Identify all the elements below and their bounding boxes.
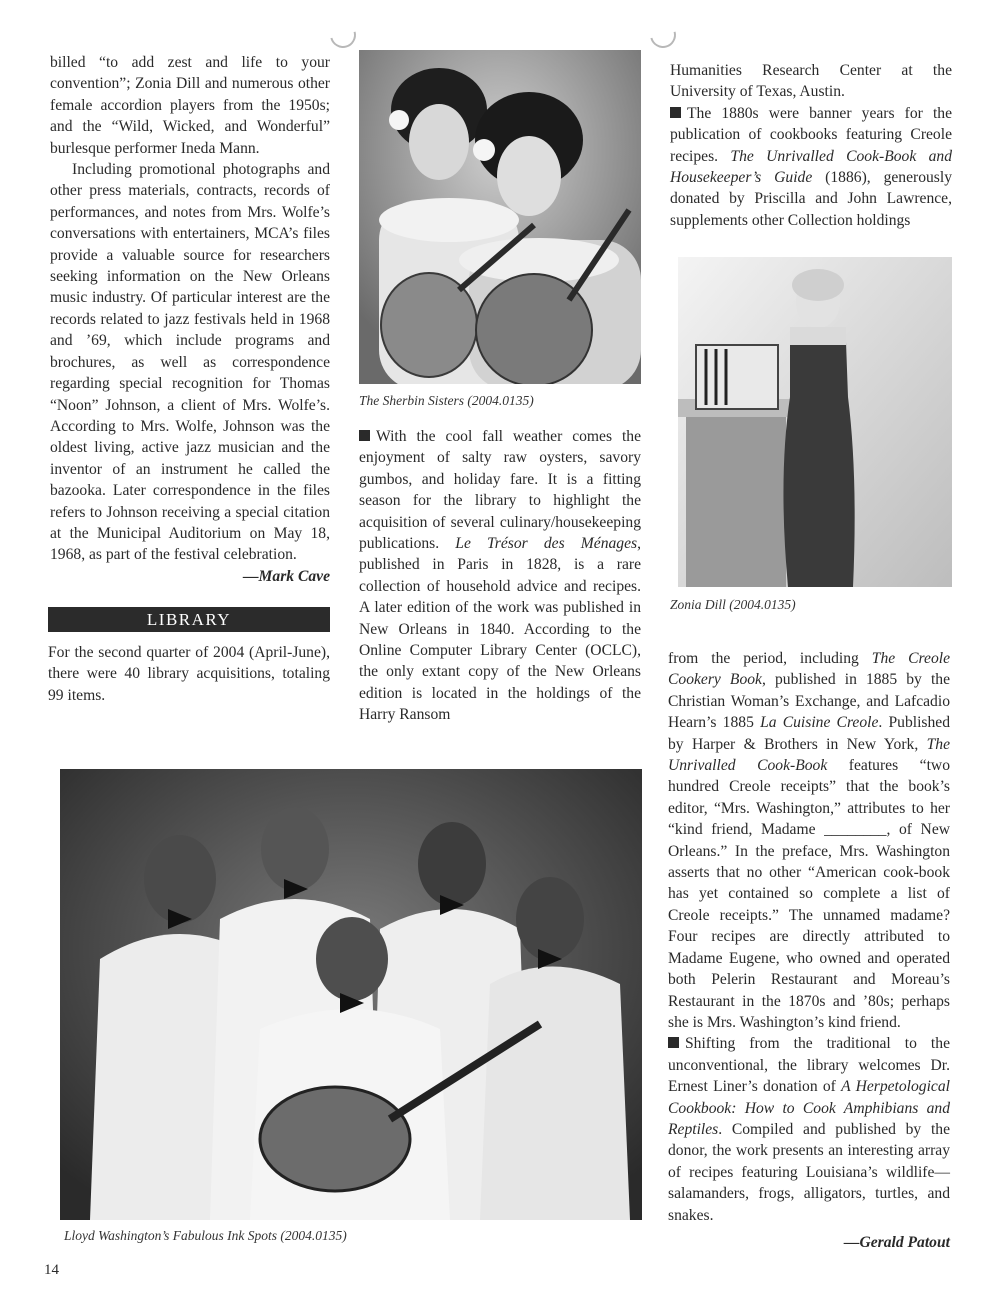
- col3-paragraph-1: Humanities Research Center at the University of Texas, Austin.: [670, 62, 952, 101]
- binder-ring-right: [645, 17, 681, 53]
- photo-sherbin-sisters: [359, 50, 641, 384]
- bullet-square-icon: [668, 1037, 679, 1048]
- col2-paragraph-1: With the cool fall weather comes the enjoyment of salty raw oysters, savory gumbos, and holiday fare. It is a fitting season for the library to highlight the acquisition of several culinary/housekeeping publications. Le Trésor des Ménages, published in Paris in 1828, is a rare collection of household advice and recipes. A later edition of the work was published in New Orleans in 1840. According to the Online Computer Library Center (OCLC), the only extant copy of the New Orleans edition is located in the holdings of the Harry Ransom: [359, 428, 641, 724]
- sherbin-sisters-image: [359, 50, 641, 384]
- col1-paragraph-2: Including promotional photographs and other press materials, contracts, records of performances, and notes from Mrs. Wolfe’s conversations with entertainers, MCA’s files provide a valuable source for researchers seeking information on the New Orleans music industry. Of particular interest are the records related to jazz festivals held in 1968 and ’69, which include programs and brochures, as well as correspondence regarding special recognition for Thomas “Noon” Johnson, a client of Mrs. Wolfe’s. According to Mrs. Wolfe, Johnson was the oldest living, active jazz musician and the inventor of an instrument he called the bazooka. Later correspondence in the files refers to Johnson receiving a special citation at the Municipal Auditorium on May 18, 1968, as part of the festival celebration.: [50, 161, 330, 564]
- bullet-square-icon: [359, 430, 370, 441]
- section-banner-library: LIBRARY: [48, 607, 330, 632]
- column-1: [50, 52, 330, 587]
- col1-paragraph-3: For the second quarter of 2004 (April-June), there were 40 library acquisitions, totaling 99 items.: [48, 644, 330, 704]
- photo-zonia-dill: [678, 257, 952, 587]
- column-3-bottom: [668, 648, 950, 1253]
- col1-signature: —Mark Cave: [242, 567, 330, 585]
- binder-ring-left: [325, 17, 361, 53]
- caption-sherbin-sisters: The Sherbin Sisters (2004.0135): [359, 393, 534, 408]
- col3-paragraph-3: from the period, including The Creole Cookery Book, published in 1885 by the Christian Woman’s Exchange, and Lafcadio Hearn’s 1885 La Cuisine Creole. Published by Harper & Brothers in New York, The Unrivalled Cook-Book features “two hundred Creole receipts” that the book’s editor, “Mrs. Washington,” attributes to her “kind friend, Madame ________, of New Orleans.” In the preface, Mrs. Washington asserts that no other “American cook-book has yet contained so complete a list of Creole receipts.” The unnamed madame? Four recipes are directly attributed to Madame Eugene, who owned and operated both Pelerin Restaurant and Moreau’s Restaurant in the 1870s and ’80s; perhaps she is Mrs. Washington’s kind friend.: [668, 650, 951, 1031]
- bullet-square-icon: [670, 107, 681, 118]
- col3-paragraph-2: The 1880s were banner years for the publication of cookbooks featuring Creole recipes. The Unrivalled Cook-Book and Housekeeper’s Guide (1886), generously donated by Priscilla and John Lawrence, supplements other Collection holdings: [670, 104, 953, 229]
- zonia-dill-image: [678, 257, 952, 587]
- col3-paragraph-4: Shifting from the traditional to the unconventional, the library welcomes Dr. Ernest Liner’s donation of A Herpetological Cookbook: How to Cook Amphibians and Reptiles. Compiled and published by the donor, the work presents an interesting array of recipes featuring Louisiana’s wildlife—salamanders, frogs, alligators, turtles, and snakes.: [668, 1035, 950, 1224]
- col1-paragraph-1: billed “to add zest and life to your convention”; Zonia Dill and numerous other female accordion players from the 1950s; and the “Wild, Wicked, and Wonderful” burlesque performer Ineda Mann.: [50, 54, 330, 157]
- column-3-top: [670, 60, 952, 231]
- col3-signature: —Gerald Patout: [843, 1233, 950, 1251]
- col1-library-text: [48, 642, 330, 706]
- column-2: [359, 426, 641, 726]
- caption-ink-spots: Lloyd Washington’s Fabulous Ink Spots (2004.0135): [64, 1228, 347, 1243]
- caption-zonia-dill: Zonia Dill (2004.0135): [670, 597, 796, 612]
- page-number: 14: [44, 1262, 59, 1278]
- ink-spots-image: [60, 769, 642, 1220]
- photo-ink-spots: [60, 769, 642, 1220]
